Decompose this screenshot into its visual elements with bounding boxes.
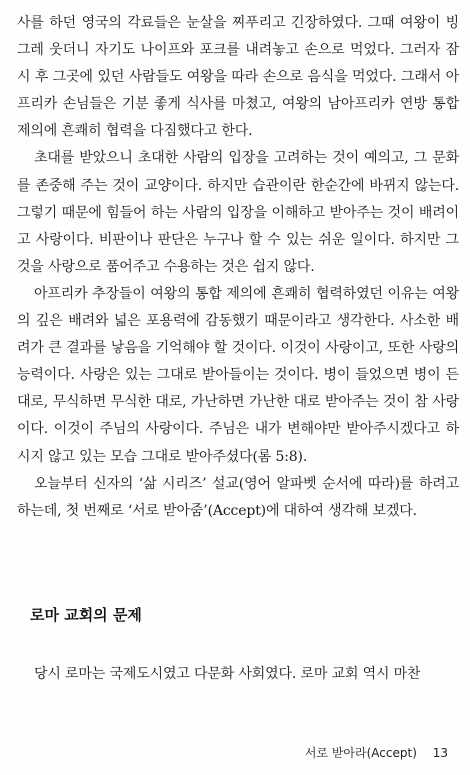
paragraph-3: 아프리카 추장들이 여왕의 통합 제의에 흔쾌히 협력하였던 이유는 여왕의 깊은 배려와 넓은 포용력에 감동했기 때문이라고 생각한다. 사소한 배려가 큰 결과를 낳음을 기억해야 할 것이다. 이것이 사랑이고, 또한 사랑의 능력이다. 사랑은 있는 그대로 받아들이는 것이다. 병이 들었으면 병이 든 대로, 무식하면 무식한 대로, 가난하면 가난한 대로 받아주는 것이 참 사랑이다. 이것이 주님의 사랑이다. 주님은 내가 변해야만 받아주시겠다고 하시지 않고 있는 모습 그대로 받아주셨다(롬 5:8). xyxy=(17,285,459,465)
page-footer xyxy=(305,744,448,761)
section-heading: 로마 교회의 문제 xyxy=(30,606,142,624)
body-text xyxy=(17,10,459,525)
paragraph-1: 사를 하던 영국의 각료들은 눈살을 찌푸리고 긴장하였다. 그때 여왕이 빙그레 웃더니 자기도 나이프와 포크를 내려놓고 손으로 먹었다. 그러자 잠시 후 그곳에 있던 사람들도 여왕을 따라 손으로 음식을 먹었다. 그래서 아프리카 손님들은 기분 좋게 식사를 마쳤고, 여왕의 남아프리카 연방 통합 제의에 흔쾌히 협력을 다짐했다고 한다. xyxy=(17,15,459,140)
paragraph-4: 오늘부터 신자의 ‘삶 시리즈’ 설교(영어 알파벳 순서에 따라)를 하려고 하는데, 첫 번째로 ‘서로 받아줌’(Accept)에 대하여 생각해 보겠다. xyxy=(17,475,459,519)
page-number: 13 xyxy=(432,746,448,760)
running-title: 서로 받아라(Accept) xyxy=(304,746,417,760)
paragraph-5: 당시 로마는 국제도시였고 다문화 사회였다. 로마 교회 역시 마찬 xyxy=(34,666,421,682)
paragraph-2: 초대를 받았으니 초대한 사람의 입장을 고려하는 것이 예의고, 그 문화를 존중해 주는 것이 교양이다. 하지만 습관이란 한순간에 바뀌지 않는다. 그렇기 때문에 힘들어 하는 사람의 입장을 이해하고 받아주는 것이 배려이고 사랑이다. 비판이나 판단은 누구나 할 수 있는 쉬운 일이다. 하지만 그것을 사랑으로 품어주고 수용하는 것은 쉽지 않다. xyxy=(17,150,459,275)
